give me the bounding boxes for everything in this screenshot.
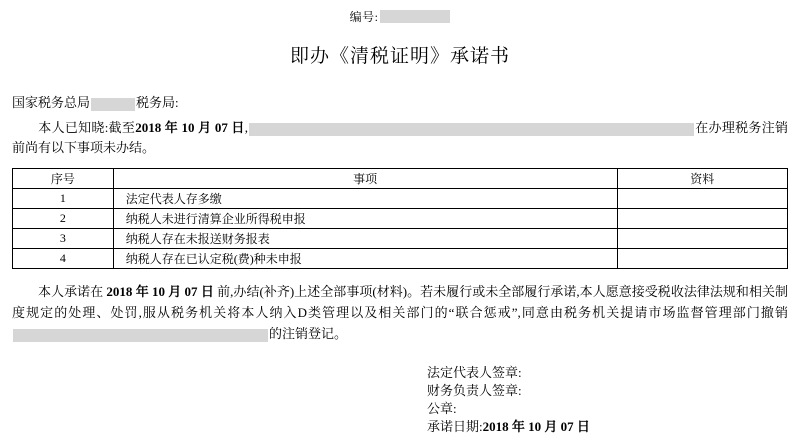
- intro-lead: 本人已知晓:截至: [38, 120, 136, 135]
- table-header-seq: 序号: [13, 169, 114, 189]
- addressee-prefix: 国家税务总局: [12, 95, 91, 110]
- row-item: 纳税人存在已认定税(费)种未申报: [113, 249, 617, 269]
- commitment-part3: 服从税务机关将本人纳入D类管理以及相关部门的“联合惩戒”,同意由税务机关提请市场监督管理部门撤销: [141, 305, 788, 320]
- document-number-label: 编号:: [349, 10, 379, 24]
- intro-paragraph: [12, 118, 788, 158]
- row-seq: 3: [13, 229, 114, 249]
- bureau-redaction: [91, 98, 135, 111]
- intro-date: 2018 年 10 月 07 日: [135, 120, 245, 135]
- finance-head-signature-line: 财务负责人签章:: [427, 383, 522, 398]
- company-seal-line: 公章:: [427, 401, 457, 416]
- company-name-redaction: [249, 123, 694, 136]
- table-row: [13, 209, 788, 229]
- row-item: 法定代表人存多缴: [113, 189, 617, 209]
- row-doc: [617, 189, 788, 209]
- commitment-part1: 本人承诺在: [38, 284, 104, 299]
- signature-block: [427, 364, 788, 436]
- commitment-paragraph: [12, 281, 788, 344]
- legal-rep-signature-line: 法定代表人签章:: [427, 365, 522, 380]
- table-row: [13, 189, 788, 209]
- commitment-part4: 的注销登记。: [269, 326, 348, 341]
- row-item: 纳税人存在未报送财务报表: [113, 229, 617, 249]
- intro-comma: ,: [244, 120, 248, 135]
- row-doc: [617, 229, 788, 249]
- table-row: [13, 229, 788, 249]
- row-item: 纳税人未进行清算企业所得税申报: [113, 209, 617, 229]
- addressee-line: [12, 94, 788, 112]
- row-doc: [617, 209, 788, 229]
- table-header-row: [13, 169, 788, 189]
- row-seq: 2: [13, 209, 114, 229]
- table-header-item: 事项: [113, 169, 617, 189]
- document-number-row: [12, 0, 788, 25]
- promise-date-value: 2018 年 10 月 07 日: [482, 419, 590, 434]
- document-number-redaction: [380, 10, 450, 23]
- intro-tail: 在办理税务注销前尚有以下事项未办结。: [12, 120, 788, 155]
- row-doc: [617, 249, 788, 269]
- table-row: [13, 249, 788, 269]
- addressee-suffix: 税务局:: [136, 95, 179, 110]
- commitment-part2: 前,办结(补齐)上述全部事项(材料)。若未履行或未全部履行承诺,本人愿意接受税收法律法规和相关制度规定的处理、处罚,: [12, 284, 788, 320]
- promise-date-line: [427, 418, 788, 436]
- row-seq: 1: [13, 189, 114, 209]
- row-seq: 4: [13, 249, 114, 269]
- table-header-doc: 资料: [617, 169, 788, 189]
- page-title: 即办《清税证明》承诺书: [289, 46, 510, 67]
- commitment-redaction: [13, 329, 268, 342]
- unsettled-items-table: [12, 168, 788, 269]
- promise-date-label: 承诺日期:: [427, 419, 483, 434]
- commitment-date: 2018 年 10 月 07 日: [106, 284, 214, 299]
